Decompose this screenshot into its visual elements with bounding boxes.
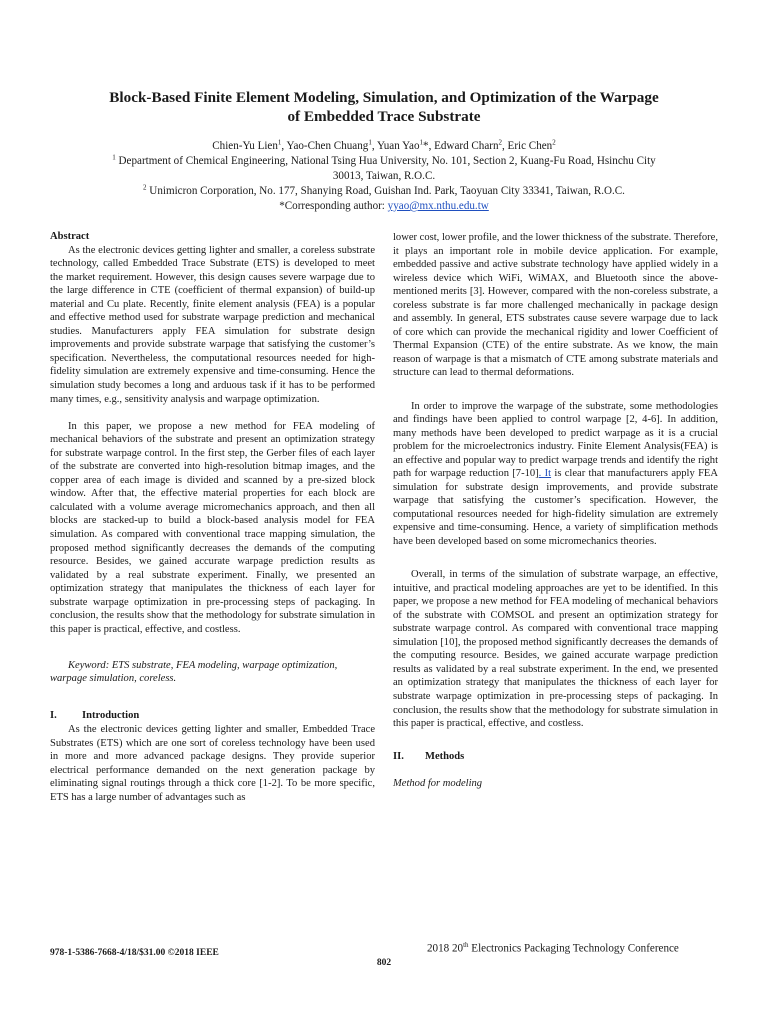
author-name: Chien-Yu Lien [212, 140, 278, 152]
title-line-1: Block-Based Finite Element Modeling, Simulation, and Optimization of the Warpage [109, 89, 659, 106]
right-paragraph-3: Overall, in terms of the simulation of substrate warpage, an effective, intuitive, and practical modeling approaches are yet to be identified. In this paper, we propose a new method for FEA modeling of mechanical behaviors of the substrate with COMSOL and present an optimization strategy for substrate warpage control. As compared with conventional trace mapping simulation [10], the proposed method significantly decreases the demands of the computing resource. Besides, we gained accurate warpage prediction results as validated by a real substrate experiment. In the end, we presented an optimization strategy that manipulates the thickness of each layer for substrate warpage optimization in pre-processing steps of packaging. In conclusion, the results show that the methodology for substrate simulation in this paper is practical, effective, and costless. [393, 569, 718, 730]
section-methods-heading [393, 750, 718, 764]
inline-link[interactable]: . It [538, 468, 552, 480]
keywords: Keyword: ETS substrate, FEA modeling, warpage optimization, warpage simulation, coreless. [50, 659, 338, 685]
ordinal-sup: th [463, 941, 469, 949]
author-list [40, 139, 728, 154]
author-name: Edward Charn [434, 140, 499, 152]
affiliation-sup: 1 [112, 153, 116, 162]
subsection-method-for-modeling: Method for modeling [393, 778, 483, 790]
section-number: II. [393, 751, 404, 763]
paragraph-text: In order to improve the warpage of the substrate, some methodologies and findings have been applied to control warpage [2, 4-6]. In addition, many methods have been developed to predict warpage as it is a crucial problem for the microelectronics industry. Finite Element Analysis(FEA) is an effective and popular way to predict warpage trends and identify the right path for warpage reduction [7-10] [393, 400, 718, 480]
author-affil-sup: 2 [552, 138, 556, 147]
affiliation-sup: 2 [143, 183, 147, 192]
conference-name [427, 941, 679, 955]
intro-paragraph-1: As the electronic devices getting lighter and smaller, Embedded Trace Substrates (ETS) which are one sort of coreless technology have been used in more and more advanced package designs. They provide superior electrical performance demanded on the next generation package by eliminating signal routings through a thick core [1-2]. To be more specific, ETS has a large number of advantages such as [50, 724, 375, 803]
author-sep: , [371, 140, 377, 152]
abstract-paragraph-2: In this paper, we propose a new method for FEA modeling of mechanical behaviors of the substrate and present an optimization strategy for substrate warpage control. In the first step, the Gerber files of each layer of the substrate are converted into high-resolution bitmap images, and the copper area of each image is divided and scanned by a pre-sized block window. After that, the effective material properties for each block are calculated with a volume average micromechanics approach, and then all blocks are stacked-up to build a block-based analysis model for FEA simulation. As compared with conventional trace mapping simulation, the proposed method significantly decreases the demands of the computing resource. Besides, we gained accurate warpage prediction results as validated by a real substrate experiment. Finally, we presented an optimization strategy that manipulates the thickness of each layer for substrate warpage optimization in pre-processing steps of packaging. In conclusion, the results show that the methodology for substrate simulation in this paper is practical, effective, and costless. [50, 420, 375, 635]
conference-title: Electronics Packaging Technology Conference [468, 942, 679, 955]
author-affil-sup: 2 [498, 138, 502, 147]
email-link[interactable]: yyao@mx.nthu.edu.tw [387, 200, 489, 212]
copyright-isbn: 978-1-5386-7668-4/18/$31.00 ©2018 IEEE [50, 948, 219, 958]
corresponding-author [40, 199, 728, 214]
author-name: Yuan Yao [376, 140, 420, 152]
author-sep: , [502, 140, 508, 152]
section-introduction-heading [50, 709, 375, 723]
author-block [40, 139, 728, 214]
abstract-heading: Abstract [50, 231, 90, 242]
left-column [50, 230, 375, 804]
author-affil-sup: 1 [277, 138, 282, 147]
affiliation-text: Department of Chemical Engineering, National Tsing Hua University, No. 101, Section 2, Kuang-Fu Road, Hsinchu City [115, 155, 656, 167]
affiliation-1-cont: 30013, Taiwan, R.O.C. [332, 170, 436, 182]
author-affil-sup: 1 [368, 138, 372, 147]
page-number: 802 [376, 958, 392, 968]
paper-title [44, 88, 724, 126]
affiliation-2 [40, 184, 728, 199]
abstract-paragraph-1: As the electronic devices getting lighter and smaller, a coreless substrate technology, called Embedded Trace Substrate (ETS) is developed to meet the market requirement. However, this design causes severe warpage due to the large difference in CTE (coefficient of thermal expansion) of build-up material and Cu plate. Recently, finite element analysis (FEA) is a popular and effective method used for substrate warpage prediction and mechanical studies. Manufacturers apply FEA simulation for substrate design improvements and provide substrate warpage that satisfying the customer’s specification. Nevertheless, the computational resources needed for high-fidelity simulation are extremely expensive and time-consuming. Hence the simulation study becomes a long and arduous task if it has to be performed many times, e.g., sensitivity analysis and warpage optimization. [50, 244, 375, 405]
author-name: Eric Chen [507, 140, 553, 152]
affiliation-text: Unimicron Corporation, No. 177, Shanying Road, Guishan Ind. Park, Taoyuan City 33341, Taiwan, R.O.C. [146, 185, 625, 197]
corresponding-label: *Corresponding author: [279, 200, 388, 212]
right-paragraph-1: lower cost, lower profile, and the lower thickness of the substrate. Therefore, it plays an important role in mobile device application. For example, embedded passive and active substrate technology have applied widely in a wireless device which WiFi, WiMAX, and Bluetooth since the above-mentioned merits [3]. However, compared with the non-coreless substrate, a coreless substrate is far more challenged mechanically in package design and assembly. In general, ETS substrates cause severe warpage due to lack of core which can provide the mechanical rigidity and lower Coefficient of Thermal Expansion (CTE) of the entire substrate. As we know, the main reason of warpage is that a mismatch of CTE among substrate materials and structure can lead to thermal deformations. [393, 232, 718, 379]
section-title: Introduction [82, 710, 140, 722]
paragraph-text: is clear that manufacturers apply FEA simulation for substrate design improvements, and provide substrate warpage that satisfying the customer’s specification. However, the computational resources needed for high-fidelity simulation are extremely expensive and time-consuming. Hence, a variety of simplification methods have been developed based on some micromechanics theories. [393, 468, 718, 547]
right-column [393, 231, 718, 791]
section-number: I. [50, 710, 57, 722]
right-paragraph-2 [393, 400, 718, 549]
author-affil-sup: 1 [419, 138, 424, 147]
author-sep: , [281, 140, 287, 152]
title-line-2: of Embedded Trace Substrate [287, 108, 481, 125]
author-sep: *, [423, 140, 435, 152]
affiliation-1 [40, 154, 728, 169]
conference-year: 2018 20 [427, 942, 464, 955]
section-title: Methods [425, 751, 465, 763]
author-name: Yao-Chen Chuang [286, 140, 369, 152]
